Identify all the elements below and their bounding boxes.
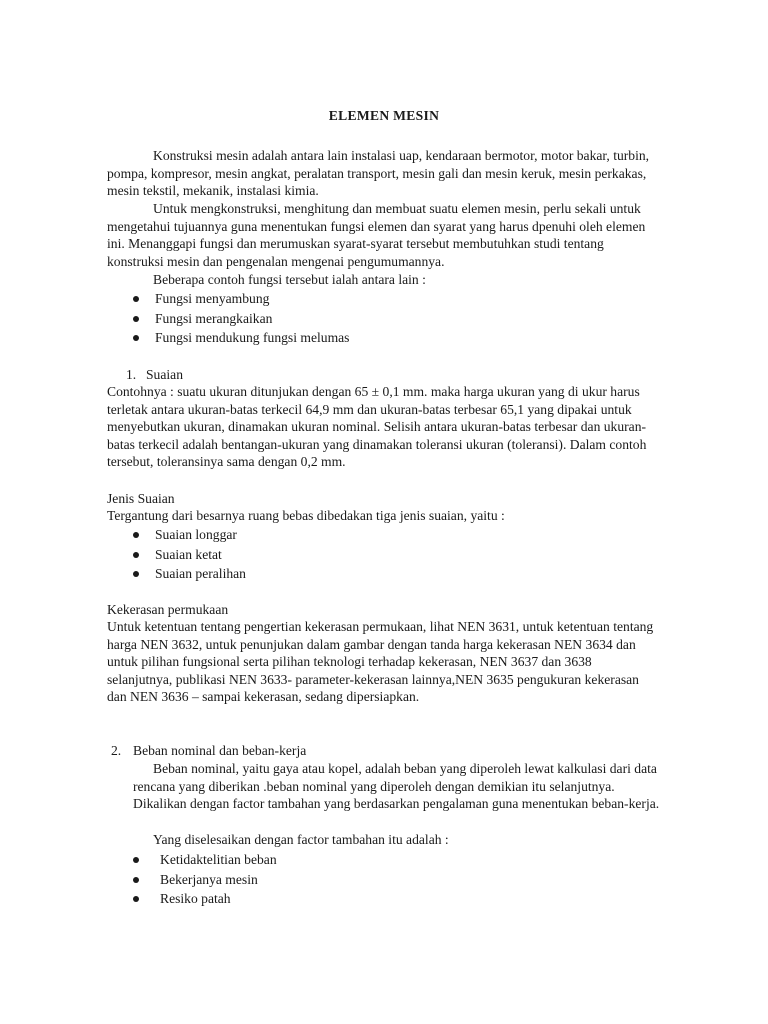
kekerasan-paragraph: Untuk ketentuan tentang pengertian kekerasan permukaan, lihat NEN 3631, untuk ketentuan tentang harga NEN 3632, untuk penunjukan dalam gambar dengan tanda harga kekerasan NEN 3634 dan untuk pilihan fungsional serta pilihan teknologi terhadap kekerasan, NEN 3637 dan 3638 selanjutnya, publikasi NEN 3633- parameter-kekerasan lainnya,NEN 3635 pengukuran kekerasan dan NEN 3636 – sampai kekerasan, sedang dipersiapkan.	[107, 619, 654, 705]
section-number: 2.	[111, 743, 122, 758]
jenis-suaian-heading: Jenis Suaian	[107, 491, 175, 506]
fungsi-list	[107, 289, 349, 348]
intro-paragraph-3: Beberapa contoh fungsi tersebut ialah antara lain :	[153, 272, 426, 287]
jenis-suaian-intro: Tergantung dari besarnya ruang bebas dibedakan tiga jenis suaian, yaitu :	[107, 508, 505, 523]
kekerasan-heading: Kekerasan permukaan	[107, 602, 229, 617]
intro-paragraph-1: Konstruksi mesin adalah antara lain instalasi uap, kendaraan bermotor, motor bakar, turbin, pompa, kompresor, mesin angkat, peralatan transport, mesin gali dan mesin keruk, mesin perkakas, mesin tekstil, mekanik, instalasi kimia.	[107, 148, 650, 199]
section-1-heading	[126, 366, 183, 384]
section-number: 1.	[126, 367, 137, 382]
page-title: ELEMEN MESIN	[328, 108, 440, 123]
beban-paragraph: Beban nominal, yaitu gaya atau kopel, adalah beban yang diperoleh lewat kalkulasi dari data rencana yang diberikan .beban nominal yang diperoleh dengan demikian itu selanjutnya. Dikalikan dengan factor tambahan yang berdasarkan pengalaman guna menentukan beban-kerja.	[133, 761, 660, 812]
list-item: Suaian peralihan	[107, 564, 246, 584]
list-item: Suaian longgar	[107, 525, 246, 545]
list-item: Fungsi mendukung fungsi melumas	[107, 328, 349, 348]
list-item: Fungsi menyambung	[107, 289, 349, 309]
list-item: Ketidaktelitian beban	[107, 850, 277, 870]
intro-paragraph-2: Untuk mengkonstruksi, menghitung dan membuat suatu elemen mesin, perlu sekali untuk mengetahui tujuannya guna menentukan fungsi elemen dan syarat yang harus dpenuhi oleh elemen ini. Menanggapi fungsi dan merumuskan syarat-syarat tersebut membutuhkan studi tentang konstruksi mesin dan pengenalan mengenai pengumumannya.	[107, 201, 646, 269]
list-item: Suaian ketat	[107, 545, 246, 565]
suaian-paragraph: Contohnya : suatu ukuran ditunjukan dengan 65 ± 0,1 mm. maka harga ukuran yang di ukur harus terletak antara ukuran-batas terkecil 64,9 mm dan ukuran-batas terbesar 65,1 yang dipakai untuk menyebutkan ukuran, dinamakan ukuran nominal. Selisih antara ukuran-batas terbesar dan ukuran-batas terkecil adalah bentangan-ukuran yang dinamakan toleransi ukuran (toleransi). Dalam contoh tersebut, toleransinya sama dengan 0,2 mm.	[107, 384, 647, 470]
list-item: Fungsi merangkaikan	[107, 309, 349, 329]
jenis-suaian-list	[107, 525, 246, 584]
beban-list	[107, 850, 277, 909]
section-2-heading	[111, 742, 306, 760]
section-title: Suaian	[146, 367, 183, 382]
section-title: Beban nominal dan beban-kerja	[133, 743, 307, 758]
beban-intro: Yang diselesaikan dengan factor tambahan itu adalah :	[153, 832, 449, 847]
list-item: Resiko patah	[107, 889, 277, 909]
list-item: Bekerjanya mesin	[107, 870, 277, 890]
